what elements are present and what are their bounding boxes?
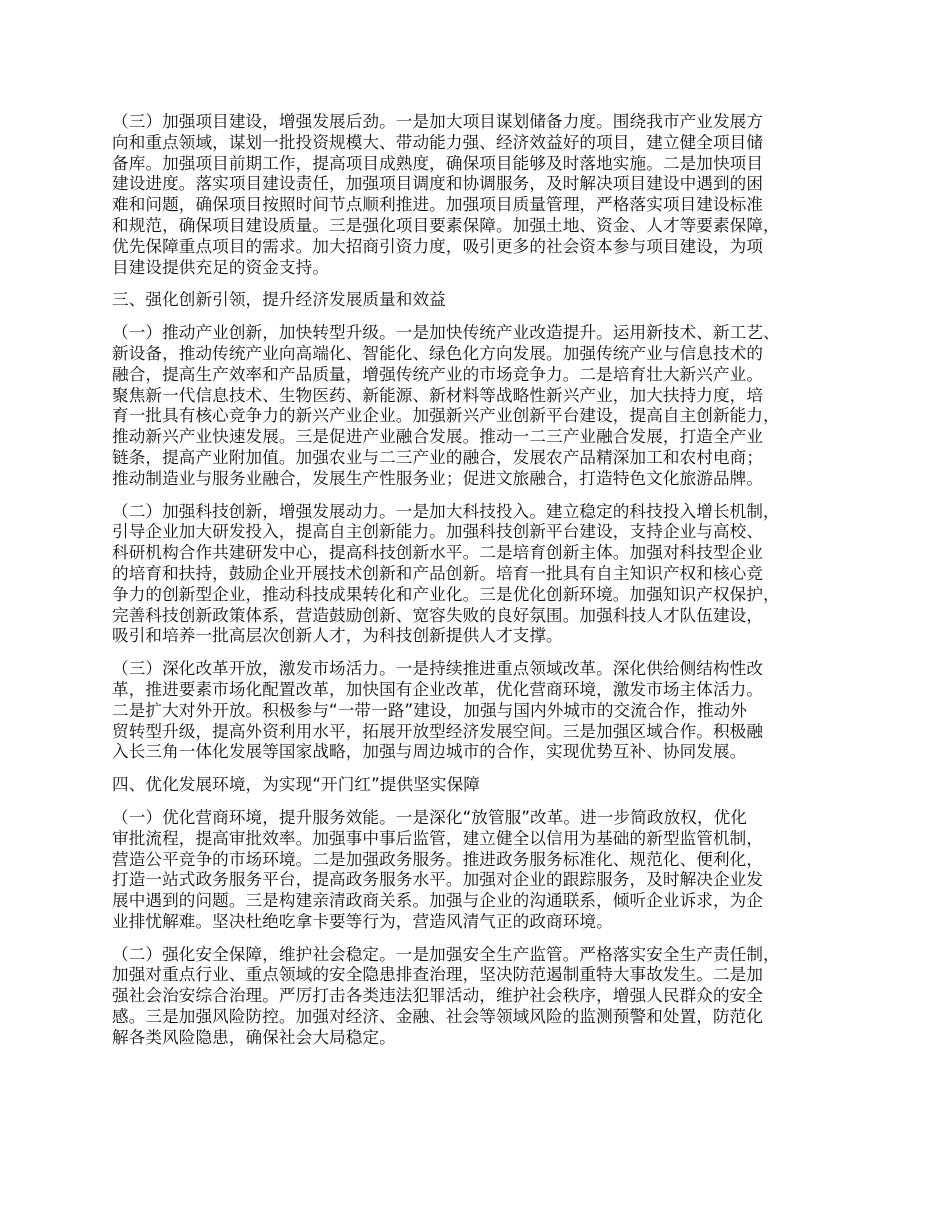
text-line: 打造一站式政务服务平台，提高政务服务水平。加强对企业的跟踪服务，及时解决企业发	[112, 870, 764, 890]
document-page	[112, 112, 857, 1061]
text-line: 感。三是加强风险防控。加强对经济、金融、社会等领域风险的监测预警和处置，防范化	[112, 1007, 764, 1027]
text-line: 入长三角一体化发展等国家战略，加强与周边城市的合作，实现优势互补、协同发展。	[112, 742, 747, 762]
text-line: （一）优化营商环境，提升服务效能。一是深化“放管服”改革。进一步简政放权，优化	[112, 807, 748, 827]
paragraph-project-construction	[112, 112, 857, 278]
text-line: 二是扩大对外开放。积极参与“一带一路”建设，加强与国内外城市的交流合作，推动外	[112, 700, 748, 720]
text-line: 链条，提高产业附加值。加强农业与二三产业的融合，发展农产品精深加工和农村电商；	[112, 447, 764, 467]
text-line: 解各类风险隐患，确保社会大局稳定。	[112, 1027, 396, 1047]
text-line: 备库。加强项目前期工作，提高项目成熟度，确保项目能够及时落地实施。二是加快项目	[112, 153, 764, 173]
text-line: （二）加强科技创新，增强发展动力。一是加大科技投入。建立稳定的科技投入增长机制，	[112, 501, 780, 521]
text-line: 营造公平竞争的市场环境。二是加强政务服务。推进政务服务标准化、规范化、便利化，	[112, 849, 764, 869]
text-line: 科研机构合作共建研发中心，提高科技创新水平。二是培育创新主体。加强对科技型企业	[112, 543, 764, 563]
text-line: 向和重点领域，谋划一批投资规模大、带动能力强、经济效益好的项目，建立健全项目储	[112, 132, 764, 152]
text-line: 聚焦新一代信息技术、生物医药、新能源、新材料等战略性新兴产业，加大扶持力度，培	[112, 385, 764, 405]
section-heading-environment: 四、优化发展环境，为实现“开门红”提供坚实保障	[112, 775, 480, 795]
text-line: （三）深化改革开放，激发市场活力。一是持续推进重点领域改革。深化供给侧结构性改	[112, 659, 764, 679]
text-line: 和规范，确保项目建设质量。三是强化项目要素保障。加强土地、资金、人才等要素保障，	[112, 215, 780, 235]
text-line: （二）强化安全保障，维护社会稳定。一是加强安全生产监管。严格落实安全生产责任制，	[112, 944, 780, 964]
text-line: 完善科技创新政策体系，营造鼓励创新、宽容失败的良好氛围。加强科技人才队伍建设，	[112, 605, 764, 625]
paragraph-industry-innovation	[112, 323, 857, 489]
text-line: 推动制造业与服务业融合，发展生产性服务业；促进文旅融合，打造特色文化旅游品牌。	[112, 468, 764, 488]
text-line: 加强对重点行业、重点领域的安全隐患排查治理，坚决防范遏制重特大事故发生。二是加	[112, 965, 764, 985]
text-line: 推动新兴产业快速发展。三是促进产业融合发展。推动一二三产业融合发展，打造全产业	[112, 427, 764, 447]
text-line: （一）推动产业创新，加快转型升级。一是加快传统产业改造提升。运用新技术、新工艺、	[112, 323, 780, 343]
text-line: 革，推进要素市场化配置改革，加快国有企业改革，优化营商环境，激发市场主体活力。	[112, 679, 764, 699]
paragraph-tech-innovation	[112, 502, 857, 648]
text-line: 优先保障重点项目的需求。加大招商引资力度，吸引更多的社会资本参与项目建设，为项	[112, 236, 764, 256]
text-line: 新设备，推动传统产业向高端化、智能化、绿色化方向发展。加强传统产业与信息技术的	[112, 343, 764, 363]
text-line: 贸转型升级，提高外资利用水平，拓展开放型经济发展空间。三是加强区域合作。积极融	[112, 721, 764, 741]
text-line: 争力的创新型企业，推动科技成果转化和产业化。三是优化创新环境。加强知识产权保护，	[112, 584, 780, 604]
text-line: 业排忧解难。坚决杜绝吃拿卡要等行为，营造风清气正的政商环境。	[112, 911, 613, 931]
paragraph-business-environment	[112, 808, 857, 933]
section-heading-innovation: 三、强化创新引领，提升经济发展质量和效益	[112, 290, 446, 310]
text-line: 的培育和扶持，鼓励企业开展技术创新和产品创新。培育一批具有自主知识产权和核心竞	[112, 563, 764, 583]
text-line: 引导企业加大研发投入，提高自主创新能力。加强科技创新平台建设，支持企业与高校、	[112, 522, 764, 542]
text-line: 难和问题，确保项目按照时间节点顺利推进。加强项目质量管理，严格落实项目建设标准	[112, 195, 764, 215]
paragraph-safety-stability	[112, 945, 857, 1049]
text-line: 强社会治安综合治理。严厉打击各类违法犯罪活动，维护社会秩序，增强人民群众的安全	[112, 986, 764, 1006]
text-line: 融合，提高生产效率和产品质量，增强传统产业的市场竞争力。二是培育壮大新兴产业。	[112, 364, 764, 384]
text-line: 展中遇到的问题。三是构建亲清政商关系。加强与企业的沟通联系，倾听企业诉求，为企	[112, 891, 764, 911]
text-line: 审批流程，提高审批效率。加强事中事后监管，建立健全以信用为基础的新型监管机制，	[112, 828, 764, 848]
text-line: 建设进度。落实项目建设责任，加强项目调度和协调服务，及时解决项目建设中遇到的困	[112, 174, 764, 194]
text-line: 目建设提供充足的资金支持。	[112, 257, 330, 277]
text-line: 育一批具有核心竞争力的新兴产业企业。加强新兴产业创新平台建设，提高自主创新能力，	[112, 406, 780, 426]
text-line: 吸引和培养一批高层次创新人才，为科技创新提供人才支撑。	[112, 626, 563, 646]
paragraph-reform-opening	[112, 659, 857, 763]
text-line: （三）加强项目建设，增强发展后劲。一是加大项目谋划储备力度。围绕我市产业发展方	[112, 112, 764, 131]
